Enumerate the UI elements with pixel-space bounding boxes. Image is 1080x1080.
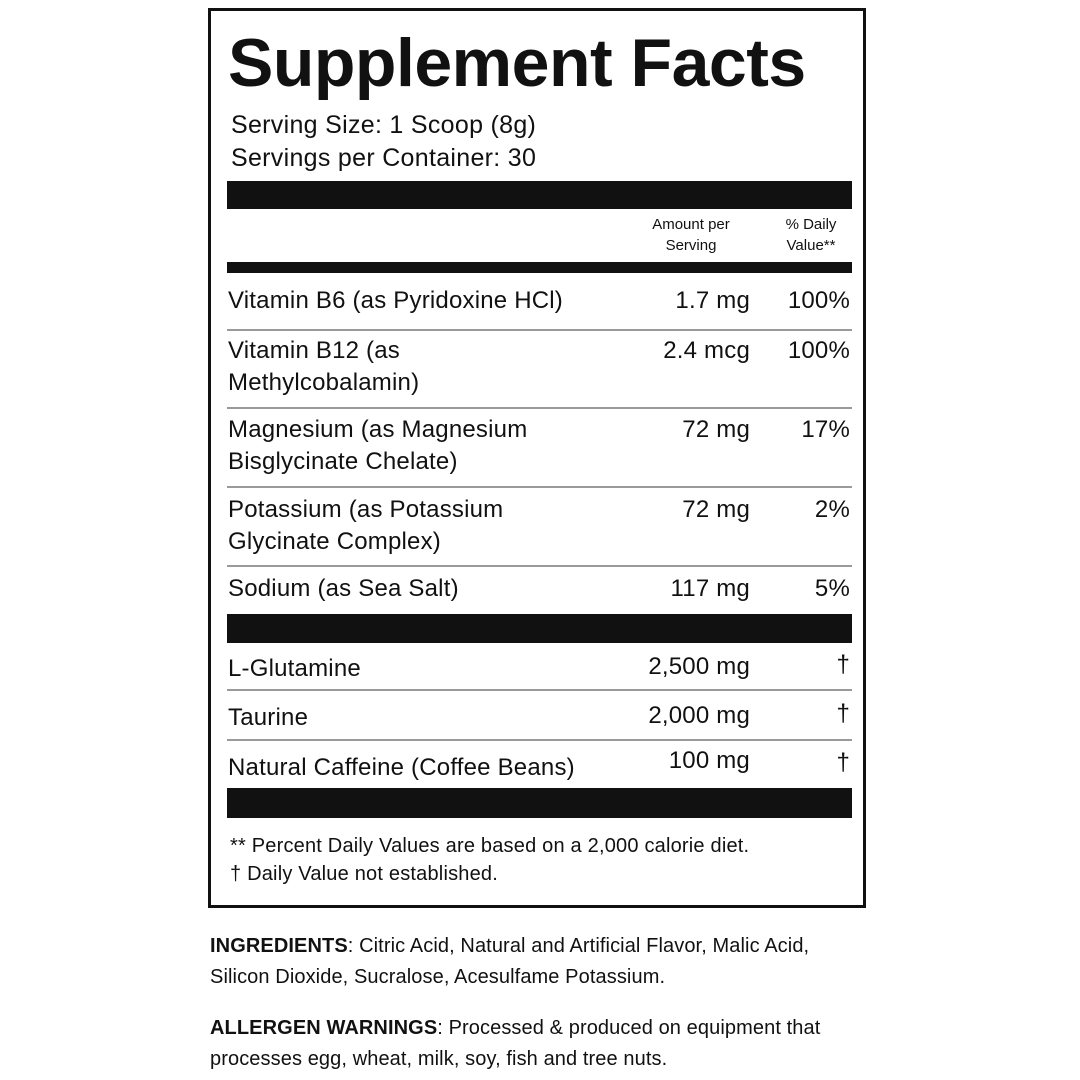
ingredient-daily-value: † — [836, 651, 850, 678]
ingredient-daily-value: † — [836, 700, 850, 727]
column-header-amount — [636, 214, 746, 256]
column-header-amount-line2: Serving — [665, 237, 717, 254]
footnote-dagger: † Daily Value not established. — [230, 863, 499, 885]
thick-divider-bottom — [227, 788, 852, 818]
column-header-daily-value — [770, 214, 852, 256]
column-header-amount-line1: Amount per — [652, 216, 730, 233]
ingredient-name: L-Glutamine — [228, 655, 361, 682]
nutrient-daily-value: 2% — [814, 496, 850, 523]
thick-divider-middle — [227, 614, 852, 643]
nutrient-name: Potassium (as Potassium — [228, 496, 504, 523]
nutrient-daily-value: 100% — [787, 337, 850, 364]
thick-divider-top — [227, 181, 852, 209]
nutrient-name-line2: Bisglycinate Chelate) — [228, 448, 458, 475]
servings-per-container: Servings per Container: 30 — [231, 144, 537, 172]
row-divider — [227, 407, 852, 409]
nutrient-amount: 2.4 mcg — [663, 337, 750, 364]
footnote-percent-daily-value: ** Percent Daily Values are based on a 2,000 calorie diet. — [230, 835, 750, 857]
ingredients-text: : Citric Acid, Natural and Artificial Flavor, Malic Acid, Silicon Dioxide, Sucralose, Acesulfame Potassium. — [210, 935, 810, 988]
ingredient-amount: 100 mg — [668, 747, 750, 774]
medium-divider — [227, 262, 852, 273]
nutrient-name-line2: Glycinate Complex) — [228, 528, 442, 555]
nutrient-amount: 72 mg — [682, 496, 750, 523]
nutrient-name: Magnesium (as Magnesium — [228, 416, 528, 443]
ingredients-heading: INGREDIENTS — [210, 935, 348, 957]
column-header-dv-line1: % Daily — [785, 216, 837, 233]
nutrient-amount: 117 mg — [670, 575, 750, 602]
nutrient-amount: 1.7 mg — [675, 287, 750, 314]
ingredient-name: Natural Caffeine (Coffee Beans) — [228, 754, 575, 781]
nutrient-amount: 72 mg — [682, 416, 750, 443]
row-divider — [227, 739, 852, 741]
ingredient-name: Taurine — [228, 704, 309, 731]
allergen-text: : Processed & produced on equipment that processes egg, wheat, milk, soy, fish and tree nuts. — [210, 1017, 821, 1070]
panel-title: Supplement Facts — [228, 25, 806, 101]
allergen-heading: ALLERGEN WARNINGS — [210, 1017, 438, 1039]
nutrient-name: Sodium (as Sea Salt) — [228, 575, 459, 602]
row-divider — [227, 329, 852, 331]
nutrient-daily-value: 100% — [787, 287, 850, 314]
row-divider — [227, 486, 852, 488]
ingredient-daily-value: † — [836, 749, 850, 776]
nutrient-name-line2: Methylcobalamin) — [228, 369, 420, 396]
nutrient-name: Vitamin B6 (as Pyridoxine HCl) — [228, 287, 564, 314]
column-header-dv-line2: Value** — [786, 237, 836, 254]
nutrient-daily-value: 5% — [814, 575, 850, 602]
ingredient-amount: 2,000 mg — [648, 702, 750, 729]
serving-size: Serving Size: 1 Scoop (8g) — [231, 111, 537, 139]
row-divider — [227, 565, 852, 567]
ingredient-amount: 2,500 mg — [648, 653, 750, 680]
ingredients-paragraph — [210, 931, 870, 993]
allergen-paragraph — [210, 1013, 870, 1075]
nutrient-name: Vitamin B12 (as — [228, 337, 400, 364]
row-divider — [227, 689, 852, 691]
nutrient-daily-value: 17% — [801, 416, 850, 443]
